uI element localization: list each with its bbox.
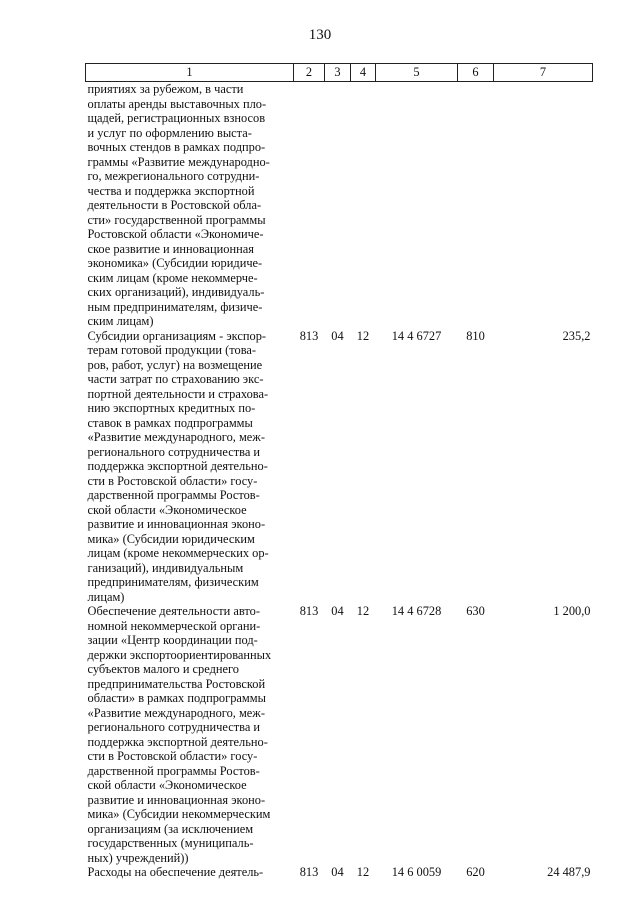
header-row: [86, 64, 593, 82]
description-line: зации «Центр координации под-: [87, 633, 258, 647]
description-line: поддержка экспортной деятельно-: [87, 459, 268, 473]
description-line: ров, работ, услуг) на возмещение: [87, 357, 263, 372]
row-description: [86, 865, 294, 880]
description-line: субъектов малого и среднего: [87, 662, 239, 676]
column-header: 1: [86, 64, 294, 82]
expense-type-code: 620: [466, 865, 485, 879]
description-line: области» в рамках подпрограммы: [87, 691, 266, 705]
target-article-code: 14 4 6727: [391, 328, 442, 343]
description-line: сти в Ростовской области» госу-: [87, 749, 258, 763]
description-line: приятиях за рубежом, в части: [87, 82, 244, 96]
description-line: ской области «Экономическое: [87, 502, 247, 517]
section-code: 04: [331, 328, 344, 343]
description-line: мика» (Субсидии юридическим: [87, 531, 255, 546]
column-header: 3: [325, 64, 351, 82]
description-line: регионального сотрудничества и: [87, 720, 261, 734]
section-code: 04: [331, 865, 344, 879]
description-line: чества и поддержка экспортной: [87, 183, 255, 198]
amount-value: 1 200,0: [553, 604, 591, 618]
description-line: развитие и инновационная эконо-: [87, 517, 266, 531]
target-article-code: [376, 82, 458, 329]
description-line: оплаты аренды выставочных пло-: [87, 96, 267, 111]
table-row: [86, 82, 593, 329]
row-description: [86, 82, 294, 329]
description-line: дарственной программы Ростов-: [87, 763, 260, 778]
description-line: ское развитие и инновационная: [87, 241, 254, 256]
description-line: Ростовской области «Экономиче-: [87, 227, 264, 241]
subsection-code: 12: [356, 865, 370, 879]
subsection-code: [351, 82, 376, 329]
description-line: мика» (Субсидии некоммерческим: [87, 807, 271, 821]
description-line: Расходы на обеспечение деятель-: [87, 865, 264, 879]
description-line: регионального сотрудничества и: [87, 444, 261, 459]
description-line: нию экспортных кредитных по-: [87, 401, 256, 415]
column-header: 6: [458, 64, 494, 82]
description-line: государственных (муниципаль-: [87, 836, 254, 850]
description-line: ганизаций), индивидуальным: [87, 560, 244, 575]
description-line: развитие и инновационная эконо-: [87, 792, 266, 807]
description-line: портной деятельности и страхова-: [87, 386, 269, 401]
description-line: держки экспортоориентированных: [87, 647, 272, 662]
description-line: экономика» (Субсидии юридиче-: [87, 256, 263, 270]
description-line: ных) учреждений)): [87, 850, 189, 865]
column-header: 2: [294, 64, 325, 82]
description-line: части затрат по страхованию экс-: [87, 372, 264, 386]
description-line: сти в Ростовской области» госу-: [87, 473, 258, 488]
description-line: предпринимателям, физическим: [87, 575, 259, 589]
section-code: [325, 82, 351, 329]
description-line: номной некоммерческой органи-: [87, 618, 261, 633]
column-header: 5: [376, 64, 458, 82]
expense-type-code: [458, 82, 494, 329]
amount-value: 24 487,9: [547, 865, 591, 879]
subsection-code: 12: [356, 604, 370, 618]
description-line: терам готовой продукции (това-: [87, 343, 257, 357]
description-line: Субсидии организациям - экспор-: [87, 328, 267, 343]
description-line: ским лицам (кроме некоммерче-: [87, 270, 258, 285]
description-line: щадей, регистрационных взносов: [87, 111, 266, 125]
column-header: 4: [351, 64, 376, 82]
description-line: «Развитие международного, меж-: [87, 705, 265, 720]
description-line: деятельности в Ростовской обла-: [87, 198, 262, 212]
description-line: сти» государственной программы: [87, 212, 266, 227]
expense-type-code: 630: [466, 604, 485, 618]
ministry-code: [294, 82, 325, 329]
column-header: 7: [494, 64, 593, 82]
target-article-code: 14 6 0059: [391, 865, 442, 879]
description-line: граммы «Развитие международно-: [87, 154, 270, 169]
amount-value: [494, 82, 593, 329]
table-row: [86, 604, 593, 865]
description-line: ских организаций), индивидуаль-: [87, 285, 265, 299]
description-line: лицам (кроме некоммерческих ор-: [87, 546, 269, 560]
description-line: «Развитие международного, меж-: [87, 430, 265, 444]
description-line: ской области «Экономическое: [87, 778, 247, 792]
ministry-code: 813: [299, 328, 319, 343]
description-line: организациям (за исключением: [87, 821, 254, 836]
description-line: дарственной программы Ростов-: [87, 488, 260, 502]
expense-type-code: 810: [466, 328, 485, 343]
page-number: 130: [308, 27, 332, 43]
table-row: [86, 329, 593, 605]
description-line: ставок в рамках подпрограммы: [87, 415, 253, 430]
description-line: поддержка экспортной деятельно-: [87, 734, 268, 749]
target-article-code: 14 4 6728: [391, 604, 442, 618]
description-line: го, межрегионального сотрудни-: [87, 169, 260, 183]
table-row: [86, 865, 593, 880]
budget-table: [85, 63, 593, 880]
description-line: ным предпринимателям, физиче-: [87, 299, 263, 314]
ministry-code: 813: [299, 865, 319, 879]
ministry-code: 813: [299, 604, 319, 618]
description-line: и услуг по оформлению выста-: [87, 125, 252, 140]
section-code: 04: [331, 604, 344, 618]
description-line: Обеспечение деятельности авто-: [87, 604, 260, 618]
row-description: [86, 329, 294, 605]
description-line: предпринимательства Ростовской: [87, 676, 266, 691]
description-line: ским лицам): [87, 314, 154, 328]
description-line: вочных стендов в рамках подпро-: [87, 140, 266, 154]
subsection-code: 12: [356, 328, 370, 343]
description-line: лицам): [87, 589, 125, 604]
amount-value: 235,2: [562, 328, 591, 343]
row-description: [86, 604, 294, 865]
